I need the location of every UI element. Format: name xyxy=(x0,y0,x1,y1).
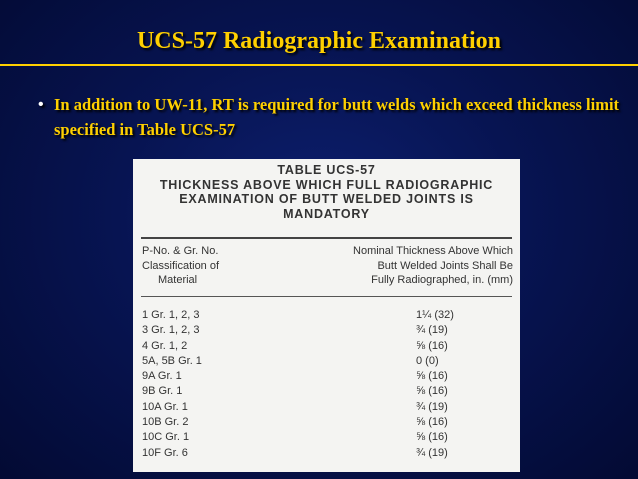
thickness-cell: ⅝ (16) xyxy=(416,339,448,352)
table-ucs-57-image xyxy=(133,159,520,472)
table-row xyxy=(142,415,512,430)
column-header-material xyxy=(142,244,282,288)
slide-title: UCS-57 Radiographic Examination xyxy=(136,28,502,54)
table-row xyxy=(142,430,512,445)
table-row xyxy=(142,369,512,384)
table-caption-line: MANDATORY xyxy=(283,206,370,221)
thickness-cell: ⅝ (16) xyxy=(416,385,448,398)
material-cell: 1 Gr. 1, 2, 3 xyxy=(142,309,200,321)
table-caption-title: TABLE UCS-57 xyxy=(277,163,376,177)
material-cell: 5A, 5B Gr. 1 xyxy=(142,354,202,367)
thickness-cell: ¾ (19) xyxy=(416,400,448,413)
table-row xyxy=(142,400,512,415)
thickness-cell: ⅝ (16) xyxy=(416,416,448,429)
thickness-cell: ¾ (19) xyxy=(416,446,448,459)
table-header-rule xyxy=(141,296,512,297)
material-cell: 4 Gr. 1, 2 xyxy=(142,339,188,352)
table-caption-line: THICKNESS ABOVE WHICH FULL RADIOGRAPHIC xyxy=(159,177,494,192)
table-row xyxy=(142,384,512,399)
thickness-cell: 1¼ (32) xyxy=(416,309,454,321)
thickness-cell: ⅝ (16) xyxy=(416,370,448,383)
column-header-text: Fully Radiographed, in. (mm) xyxy=(371,274,513,286)
column-header-text: Butt Welded Joints Shall Be xyxy=(377,259,513,272)
table-row xyxy=(142,446,512,461)
material-cell: 10F Gr. 6 xyxy=(142,446,188,459)
material-cell: 10C Gr. 1 xyxy=(142,431,190,444)
column-header-thickness xyxy=(321,244,513,288)
column-header-text: Classification of xyxy=(142,259,220,272)
table-row xyxy=(142,354,512,369)
title-underline xyxy=(0,64,638,66)
table-row xyxy=(142,323,512,338)
table-row xyxy=(142,308,512,323)
column-header-text: Material xyxy=(158,274,198,286)
table-body xyxy=(142,308,512,461)
column-header-text: Nominal Thickness Above Which xyxy=(353,245,513,257)
material-cell: 10B Gr. 2 xyxy=(142,416,189,429)
material-cell: 9B Gr. 1 xyxy=(142,385,183,398)
bullet-marker: • xyxy=(38,96,44,113)
material-cell: 10A Gr. 1 xyxy=(142,400,188,413)
table-caption-line: EXAMINATION OF BUTT WELDED JOINTS IS xyxy=(179,192,474,206)
thickness-cell: 0 (0) xyxy=(416,354,439,367)
thickness-cell: ⅝ (16) xyxy=(416,431,448,444)
material-cell: 9A Gr. 1 xyxy=(142,370,182,383)
table-row xyxy=(142,339,512,354)
thickness-cell: ¾ (19) xyxy=(416,324,448,337)
column-header-text: P-No. & Gr. No. xyxy=(142,245,219,257)
material-cell: 3 Gr. 1, 2, 3 xyxy=(142,324,200,337)
table-top-rule xyxy=(141,237,512,239)
bullet-point xyxy=(38,92,634,142)
bullet-text: In addition to UW-11, RT is required for butt welds which exceed thickness limit specified in Table UCS-57 xyxy=(54,95,620,139)
table-caption xyxy=(133,163,520,221)
